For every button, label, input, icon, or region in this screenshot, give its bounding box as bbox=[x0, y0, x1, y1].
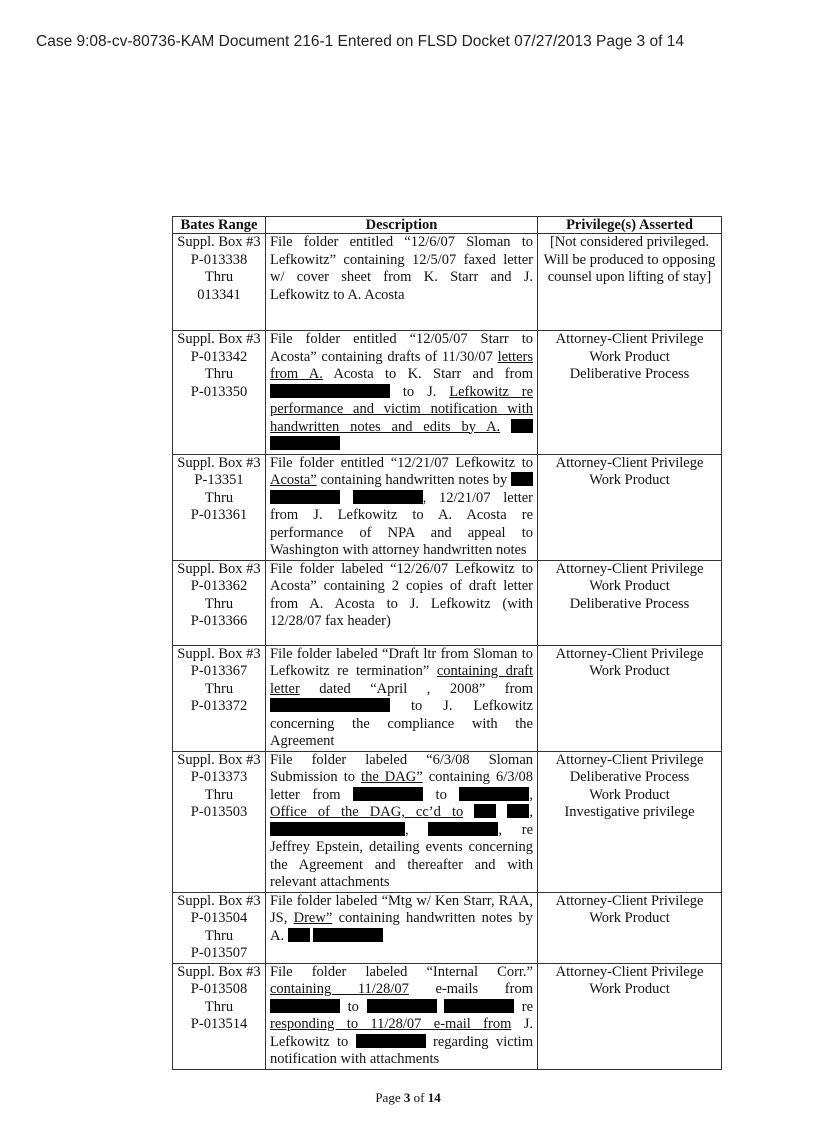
privilege-line: Attorney-Client Privilege bbox=[555, 963, 704, 980]
redaction-box bbox=[353, 490, 423, 504]
col-privilege: Privilege(s) Asserted bbox=[538, 217, 722, 234]
redaction-box bbox=[507, 804, 529, 818]
description-text: , Office of the DAG, cc’d to bbox=[270, 786, 533, 820]
table-row bbox=[173, 331, 722, 455]
description-text: , bbox=[529, 804, 533, 820]
description-text: to bbox=[423, 786, 460, 803]
bates-line: P-013366 bbox=[190, 613, 248, 629]
bates-cell bbox=[173, 751, 266, 892]
description-text: the DAG” bbox=[361, 769, 423, 785]
privilege-line: Work Product bbox=[589, 981, 670, 997]
description-text: responding to 11/28/07 e-mail from bbox=[270, 1016, 512, 1032]
description-text: J. Lefkowitz to bbox=[270, 1016, 533, 1050]
bates-line: Suppl. Box #3 bbox=[177, 963, 261, 980]
bates-line: Suppl. Box #3 bbox=[177, 454, 261, 471]
bates-line: 013341 bbox=[197, 286, 241, 303]
bates-line: Thru bbox=[204, 489, 234, 506]
description-text: containing 11/28/07 bbox=[270, 981, 409, 997]
table-row bbox=[173, 645, 722, 751]
redaction-box bbox=[270, 822, 405, 836]
description-cell bbox=[266, 751, 538, 892]
description-text: , bbox=[405, 821, 429, 838]
court-header: Case 9:08-cv-80736-KAM Document 216-1 Entered on FLSD Docket 07/27/2013 Page 3 of 14 bbox=[36, 33, 684, 50]
bates-line: Thru bbox=[204, 998, 234, 1015]
bates-line: P-013361 bbox=[190, 507, 248, 523]
col-description: Description bbox=[266, 217, 538, 234]
description-text bbox=[496, 804, 507, 820]
table-row bbox=[173, 751, 722, 892]
redaction-box bbox=[270, 384, 390, 398]
bates-line: P-013372 bbox=[190, 698, 248, 714]
description-text: File folder labeled “12/26/07 Lefkowitz to Acosta” containing 2 copies of draft letter from A. Acosta to J. Lefkowitz (with 12/28/07 fax header) bbox=[270, 560, 533, 629]
description-cell bbox=[266, 454, 538, 560]
description-text: File folder labeled “Mtg w/ Ken Starr, RAA, JS, bbox=[270, 892, 533, 926]
privilege-line: Attorney-Client Privilege bbox=[555, 751, 704, 768]
bates-line: P-013362 bbox=[190, 578, 248, 594]
description-text: File folder entitled “12/6/07 Sloman to Lefkowitz” containing 12/5/07 faxed letter w/ cover sheet from K. Starr and J. Lefkowitz to A. Acosta bbox=[270, 234, 533, 303]
description-cell bbox=[266, 963, 538, 1069]
bates-line: Thru bbox=[204, 366, 234, 382]
redaction-box bbox=[270, 436, 340, 450]
table-row bbox=[173, 234, 722, 331]
description-text: File folder entitled “12/05/07 Starr to Acosta” containing drafts of 11/30/07 bbox=[270, 331, 533, 365]
description-text: to J. Lefkowitz concerning the compliance with the Agreement bbox=[270, 698, 533, 749]
bates-line: P-013350 bbox=[190, 383, 248, 400]
privilege-line: [Not considered privileged. Will be produced to opposing counsel upon lifting of stay] bbox=[543, 234, 716, 285]
bates-line: Thru bbox=[204, 927, 234, 944]
bates-line: P-013373 bbox=[190, 769, 248, 785]
description-text: File folder entitled “12/21/07 Lefkowitz to bbox=[270, 454, 533, 471]
description-text: letters from A. bbox=[270, 348, 533, 382]
privilege-line: Investigative privilege bbox=[564, 804, 695, 820]
privilege-line: Attorney-Client Privilege bbox=[555, 331, 704, 347]
bates-cell bbox=[173, 454, 266, 560]
privilege-cell bbox=[538, 963, 722, 1069]
privilege-line: Attorney-Client Privilege bbox=[555, 645, 704, 662]
bates-line: Suppl. Box #3 bbox=[177, 560, 261, 577]
bates-line: P-013514 bbox=[190, 1016, 248, 1032]
description-text: dated “April , 2008” from bbox=[299, 680, 533, 697]
privilege-line: Work Product bbox=[589, 786, 670, 803]
description-cell bbox=[266, 560, 538, 645]
description-cell bbox=[266, 234, 538, 331]
description-text: containing handwritten notes by A. bbox=[270, 910, 533, 944]
description-text: File folder labeled “6/3/08 Sloman Submission to bbox=[270, 751, 533, 785]
redaction-box bbox=[353, 787, 423, 801]
footer-text: of bbox=[410, 1089, 428, 1105]
table-row bbox=[173, 454, 722, 560]
bates-line: Thru bbox=[204, 786, 234, 803]
privilege-line: Deliberative Process bbox=[569, 769, 690, 785]
description-cell bbox=[266, 892, 538, 963]
privilege-cell bbox=[538, 234, 722, 331]
bates-line: Suppl. Box #3 bbox=[177, 892, 261, 909]
redaction-box bbox=[474, 804, 496, 818]
bates-line: P-013508 bbox=[190, 981, 248, 997]
page-footer bbox=[0, 1070, 816, 1106]
description-text bbox=[463, 804, 474, 820]
col-bates-range: Bates Range bbox=[173, 217, 266, 234]
bates-line: Thru bbox=[204, 595, 234, 612]
privilege-line: Attorney-Client Privilege bbox=[555, 892, 704, 909]
privilege-line: Work Product bbox=[589, 663, 670, 679]
privilege-line: Attorney-Client Privilege bbox=[555, 454, 704, 471]
bates-line: Thru bbox=[204, 680, 234, 697]
privilege-cell bbox=[538, 454, 722, 560]
redaction-box bbox=[367, 999, 437, 1013]
table-header-row bbox=[173, 217, 722, 234]
privilege-line: Work Product bbox=[589, 348, 670, 365]
description-text bbox=[500, 419, 511, 435]
description-text: re bbox=[514, 998, 534, 1015]
redaction-box bbox=[511, 472, 533, 486]
footer-page: 3 bbox=[403, 1089, 411, 1105]
bates-cell bbox=[173, 331, 266, 455]
privilege-line: Deliberative Process bbox=[569, 366, 690, 382]
redaction-box bbox=[428, 822, 498, 836]
privilege-cell bbox=[538, 560, 722, 645]
description-text: Acosta” bbox=[270, 472, 317, 488]
privilege-line: Work Product bbox=[589, 472, 670, 488]
bates-cell bbox=[173, 560, 266, 645]
bates-line: P-013507 bbox=[190, 945, 248, 961]
redaction-box bbox=[270, 490, 340, 504]
redaction-box bbox=[270, 999, 340, 1013]
table-row bbox=[173, 892, 722, 963]
redaction-box bbox=[511, 419, 533, 433]
description-text: Acosta to K. Starr and from bbox=[322, 366, 533, 382]
bates-cell bbox=[173, 645, 266, 751]
privilege-line: Attorney-Client Privilege bbox=[555, 560, 704, 577]
bates-line: Thru bbox=[204, 269, 234, 285]
redaction-box bbox=[288, 928, 310, 942]
privilege-line: Work Product bbox=[589, 578, 670, 594]
bates-line: P-13351 bbox=[194, 472, 244, 488]
redaction-box bbox=[356, 1034, 426, 1048]
bates-line: P-013367 bbox=[190, 663, 248, 679]
description-text: containing handwritten notes by bbox=[316, 472, 511, 488]
privilege-line: Deliberative Process bbox=[569, 595, 690, 612]
description-text: , 12/21/07 letter from J. Lefkowitz to A. Acosta re performance of NPA and appeal to Washington with attorney handwritten notes bbox=[270, 489, 534, 558]
footer-total: 14 bbox=[427, 1089, 441, 1105]
bates-cell bbox=[173, 892, 266, 963]
privilege-log-table bbox=[172, 216, 722, 1070]
description-text: Drew” bbox=[293, 910, 333, 926]
description-text: File folder labeled “Internal Corr.” bbox=[270, 963, 533, 980]
description-text: e-mails from bbox=[408, 981, 533, 997]
bates-line: Suppl. Box #3 bbox=[177, 751, 261, 768]
bates-line: Suppl. Box #3 bbox=[177, 234, 261, 250]
footer-text: Page bbox=[375, 1089, 404, 1105]
bates-cell bbox=[173, 963, 266, 1069]
description-text: to bbox=[340, 998, 367, 1015]
description-text: to J. bbox=[390, 383, 450, 400]
description-text: containing draft letter bbox=[270, 663, 533, 697]
bates-line: P-013504 bbox=[190, 910, 248, 926]
bates-line: P-013503 bbox=[190, 804, 248, 820]
bates-line: Suppl. Box #3 bbox=[177, 331, 261, 347]
redaction-box bbox=[444, 999, 514, 1013]
description-text bbox=[340, 490, 353, 506]
table-row bbox=[173, 963, 722, 1069]
description-text: regarding victim notification with attachments bbox=[270, 1033, 533, 1067]
description-text: File folder labeled “Draft ltr from Sloman to Lefkowitz re termination” bbox=[270, 645, 533, 679]
privilege-cell bbox=[538, 751, 722, 892]
description-text: , re Jeffrey Epstein, detailing events concerning the Agreement and thereafter and with relevant attachments bbox=[270, 821, 534, 890]
privilege-cell bbox=[538, 645, 722, 751]
bates-cell bbox=[173, 234, 266, 331]
bates-line: P-013338 bbox=[190, 251, 248, 268]
description-cell bbox=[266, 645, 538, 751]
privilege-line: Work Product bbox=[589, 910, 670, 926]
redaction-box bbox=[270, 698, 390, 712]
redaction-box bbox=[313, 928, 383, 942]
table-row bbox=[173, 560, 722, 645]
description-text: Lefkowitz re performance and victim notification with handwritten notes and edits by A. bbox=[270, 383, 533, 435]
redaction-box bbox=[459, 787, 529, 801]
bates-line: Suppl. Box #3 bbox=[177, 645, 261, 662]
bates-line: P-013342 bbox=[190, 348, 248, 365]
description-text bbox=[437, 999, 445, 1015]
privilege-cell bbox=[538, 331, 722, 455]
description-text: containing 6/3/08 letter from bbox=[270, 769, 533, 803]
description-cell bbox=[266, 331, 538, 455]
privilege-cell bbox=[538, 892, 722, 963]
